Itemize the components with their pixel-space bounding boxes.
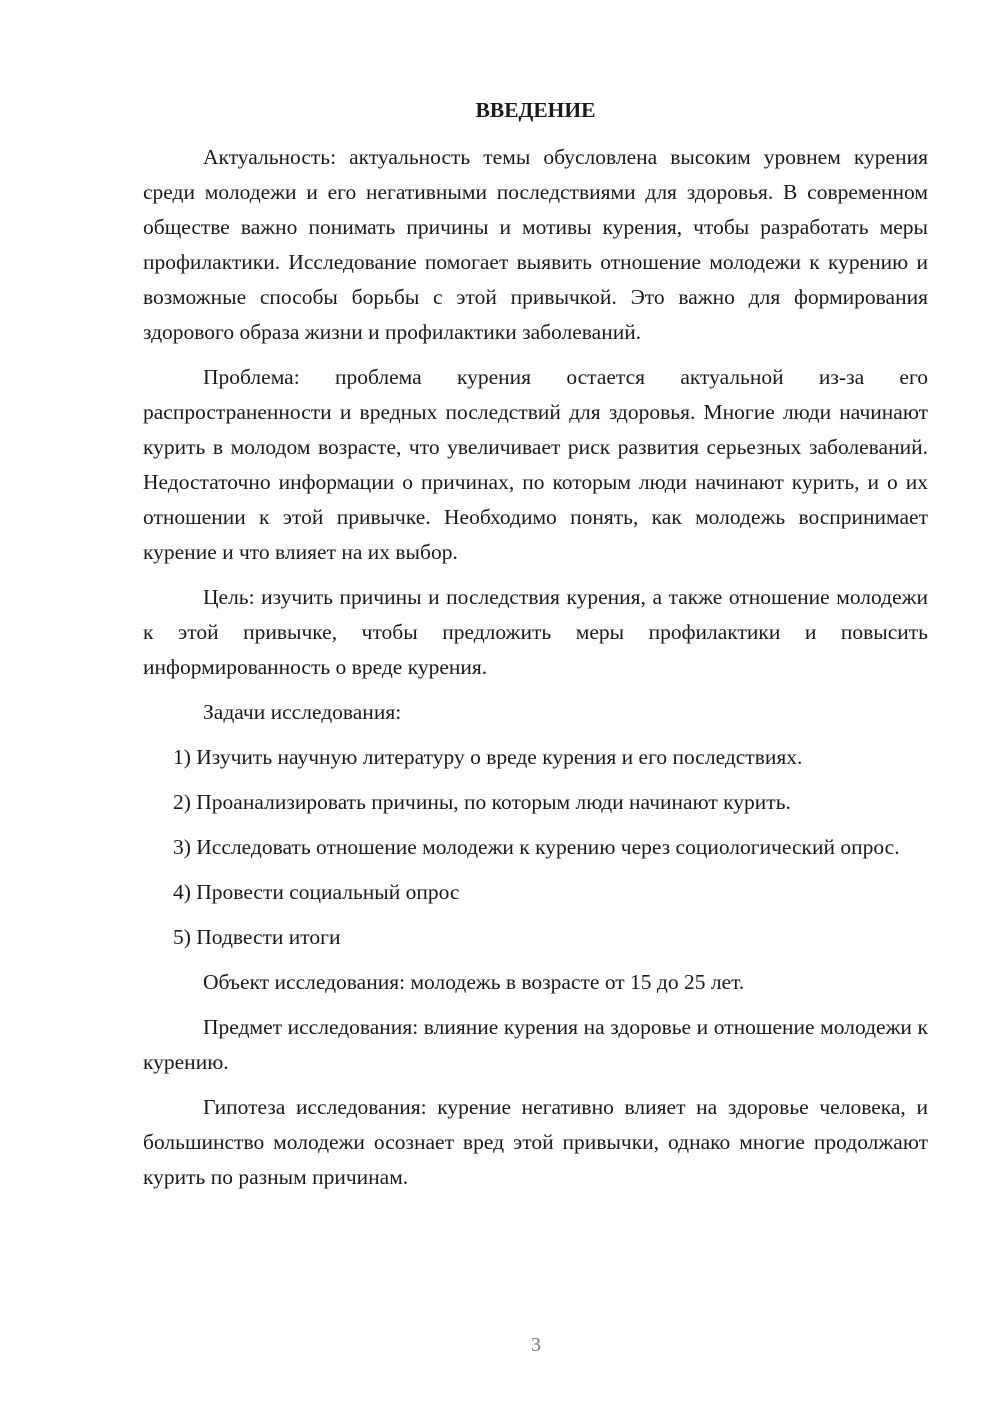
task-item: 1) Изучить научную литературу о вреде курения и его последствиях. <box>173 745 803 769</box>
hypothesis-paragraph: Гипотеза исследования: курение негативно влияет на здоровье человека, и большинство молодежи осознает вред этой привычки, однако многие продолжают курить по разным причинам. <box>143 1095 928 1189</box>
subject-paragraph: Предмет исследования: влияние курения на здоровье и отношение молодежи к курению. <box>143 1015 928 1074</box>
document-page <box>143 93 928 1205</box>
object-paragraph: Объект исследования: молодежь в возрасте от 15 до 25 лет. <box>203 970 745 994</box>
task-item: 5) Подвести итоги <box>173 925 341 949</box>
problem-paragraph: Проблема: проблема курения остается актуальной из-за его распространенности и вредных последствий для здоровья. Многие люди начинают курить в молодом возрасте, что увеличивает риск развития серьезных заболеваний. Недостаточно информации о причинах, по которым люди начинают курить, и о их отношении к этой привычке. Необходимо понять, как молодежь воспринимает курение и что влияет на их выбор. <box>143 365 928 564</box>
tasks-heading: Задачи исследования: <box>203 700 402 724</box>
relevance-paragraph: Актуальность: актуальность темы обусловлена высоким уровнем курения среди молодежи и его негативными последствиями для здоровья. В современном обществе важно понимать причины и мотивы курения, чтобы разработать меры профилактики. Исследование помогает выявить отношение молодежи к курению и возможные способы борьбы с этой привычкой. Это важно для формирования здорового образа жизни и профилактики заболеваний. <box>143 145 928 344</box>
task-item: 3) Исследовать отношение молодежи к курению через социологический опрос. <box>173 835 900 859</box>
goal-paragraph: Цель: изучить причины и последствия курения, а также отношение молодежи к этой привычке, чтобы предложить меры профилактики и повысить информированность о вреде курения. <box>143 585 928 679</box>
task-item: 2) Проанализировать причины, по которым люди начинают курить. <box>173 790 791 814</box>
section-heading: ВВЕДЕНИЕ <box>475 98 596 122</box>
task-item: 4) Провести социальный опрос <box>173 880 460 904</box>
page-number: 3 <box>531 1334 541 1356</box>
